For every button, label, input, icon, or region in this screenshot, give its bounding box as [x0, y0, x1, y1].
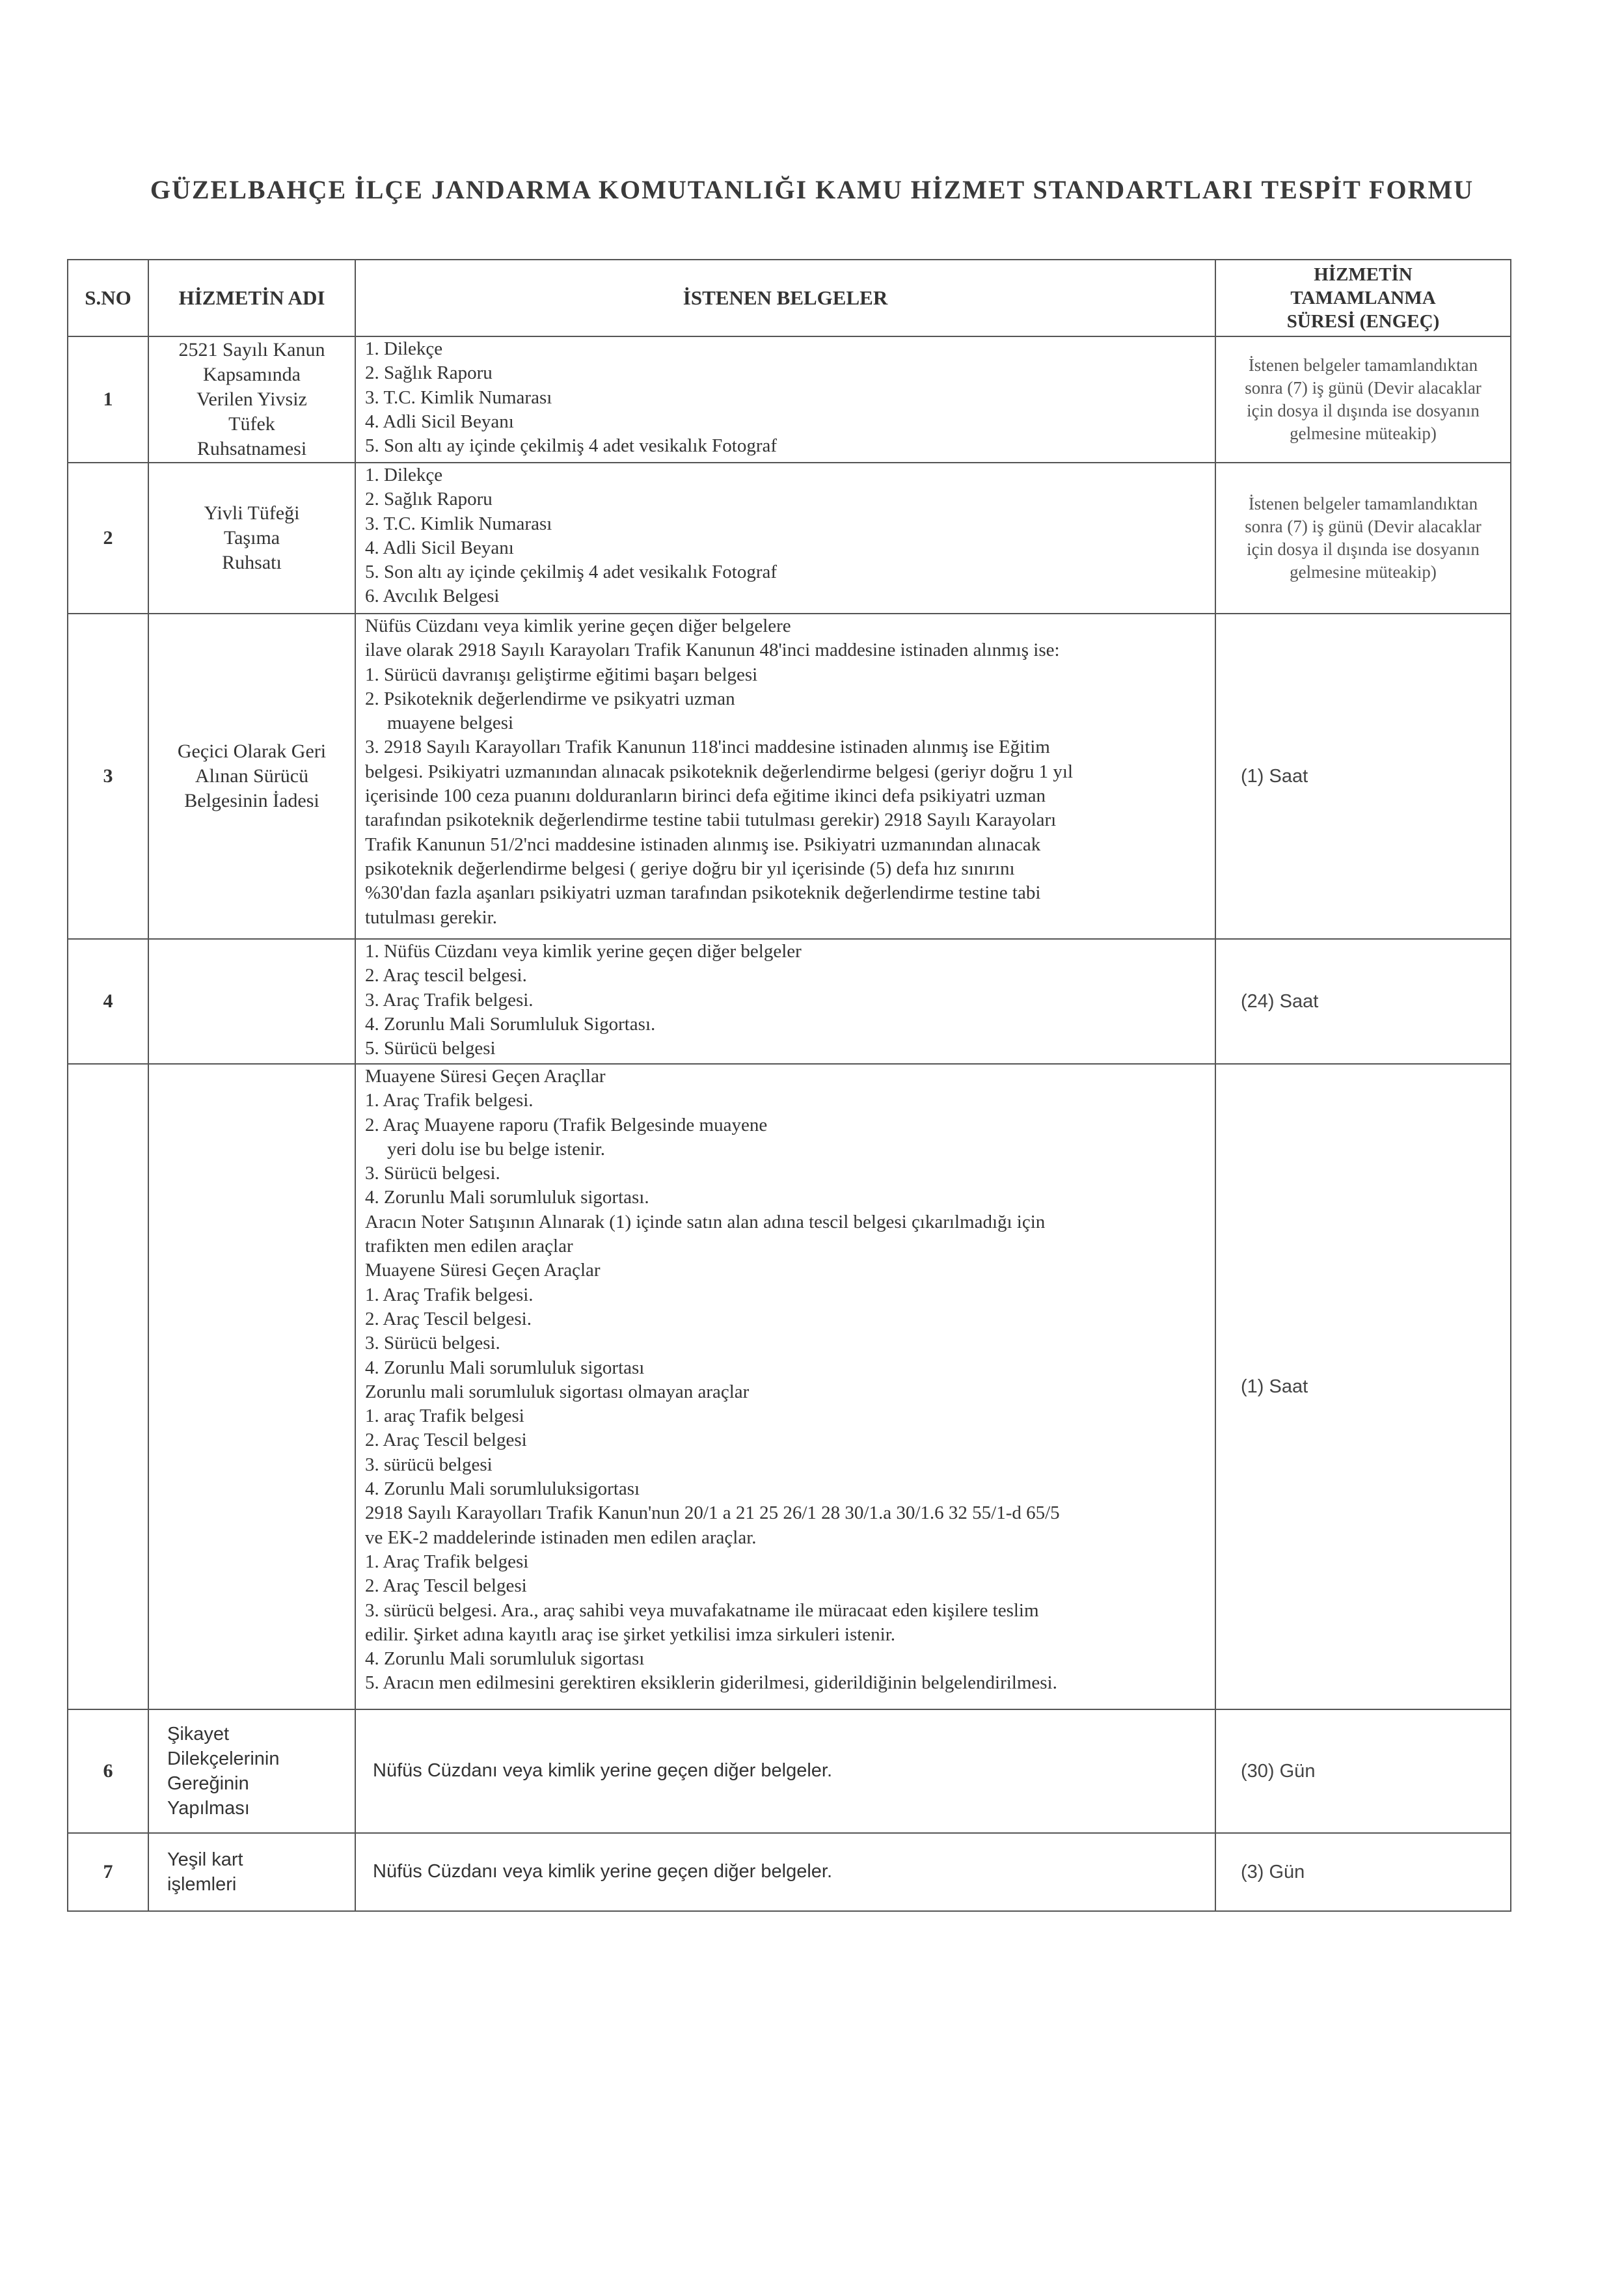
document-line: 5. Son altı ay içinde çekilmiş 4 adet vesikalık Fotograf: [365, 562, 778, 583]
completion-time-line: gelmesine müteakip): [1290, 424, 1437, 443]
completion-time-line: (3) Gün: [1241, 1861, 1305, 1882]
document-line: Nüfüs Cüzdanı veya kimlik yerine geçen diğer belgeler.: [373, 1760, 833, 1782]
completion-time-line: (24) Saat: [1241, 990, 1319, 1012]
document-line: 3. sürücü belgesi. Ara., araç sahibi veya muvafakatname ile müracaat eden kişilere teslim: [365, 1599, 1039, 1621]
service-name: [148, 1833, 355, 1911]
document-line: içerisinde 100 ceza puanını dolduranların birinci defa eğitime ikinci defa psikiyatri uzman: [365, 785, 1046, 807]
row-number: 2: [68, 463, 148, 614]
service-name-line: Yapılması: [167, 1798, 250, 1819]
document-line: 3. 2918 Sayılı Karayolları Trafik Kanunun 118'inci maddesine istinaden alınmış ise Eğitim: [365, 737, 1050, 758]
service-name-line: Ruhsatnamesi: [196, 438, 307, 459]
service-name: [148, 463, 355, 614]
header-completion-time: [1215, 260, 1511, 336]
row-number: 1: [68, 336, 148, 463]
header-completion-time-line3: SÜRESİ (ENGEÇ): [1286, 311, 1440, 332]
completion-time-line: sonra (7) iş günü (Devir alacaklar: [1245, 517, 1482, 536]
document-line: 2. Araç Tescil belgesi.: [365, 1308, 532, 1329]
completion-time: [1215, 939, 1511, 1064]
header-completion-time-line1: HİZMETİN: [1314, 264, 1413, 285]
document-line: 3. sürücü belgesi: [365, 1454, 493, 1475]
document-line: tarafından psikoteknik değerlendirme testine tabii tutulması gerekir) 2918 Sayılı Karayoları: [365, 809, 1057, 831]
document-line: 4. Zorunlu Mali sorumluluk sigortası: [365, 1357, 645, 1378]
service-name-line: Şikayet: [167, 1724, 230, 1745]
document-line: muayene belgesi: [387, 713, 514, 734]
row-number: [68, 1064, 148, 1709]
required-documents: [355, 1064, 1215, 1709]
completion-time-line: için dosya il dışında ise dosyanın: [1247, 401, 1480, 420]
document-line: ve EK-2 maddelerinde istinaden men edilen araçlar.: [365, 1527, 757, 1548]
completion-time-line: gelmesine müteakip): [1290, 562, 1437, 582]
service-name-line: Yivli Tüfeği: [204, 502, 300, 524]
completion-time-line: (30) Gün: [1241, 1760, 1316, 1782]
document-line: 2. Araç Tescil belgesi: [365, 1430, 527, 1451]
table-row: [68, 939, 1511, 1064]
document-line: Muayene Süresi Geçen Araçlar: [365, 1260, 601, 1281]
service-name-line: Taşıma: [223, 527, 280, 549]
header-sno: S.NO: [68, 260, 148, 336]
document-line: 4. Adli Sicil Beyanı: [365, 537, 514, 558]
header-completion-time-line2: TAMAMLANMA: [1290, 288, 1436, 308]
document-line: ilave olarak 2918 Sayılı Karayoları Trafik Kanunun 48'inci maddesine istinaden alınmış ise:: [365, 640, 1060, 661]
table-row: [68, 336, 1511, 463]
document-line: yeri dolu ise bu belge istenir.: [387, 1138, 606, 1160]
required-documents: [355, 939, 1215, 1064]
service-name: [148, 1064, 355, 1709]
document-line: 3. Araç Trafik belgesi.: [365, 989, 534, 1011]
row-number: 3: [68, 614, 148, 939]
service-name: [148, 939, 355, 1064]
document-line: 1. Araç Trafik belgesi.: [365, 1284, 534, 1305]
completion-time: [1215, 336, 1511, 463]
service-name-line: Gereğinin: [167, 1773, 249, 1794]
document-line: 5. Son altı ay içinde çekilmiş 4 adet vesikalık Fotograf: [365, 435, 778, 457]
service-name: [148, 336, 355, 463]
service-name-line: Dilekçelerinin: [167, 1748, 280, 1769]
document-title: GÜZELBAHÇE İLÇE JANDARMA KOMUTANLIĞI KAMU HİZMET STANDARTLARI TESPİT FORMU: [150, 175, 1474, 204]
document-line: 4. Adli Sicil Beyanı: [365, 411, 514, 432]
document-line: tutulması gerekir.: [365, 906, 497, 928]
completion-time: [1215, 1064, 1511, 1709]
completion-time-line: İstenen belgeler tamamlandıktan: [1248, 355, 1478, 375]
document-line: 3. Sürücü belgesi.: [365, 1163, 500, 1184]
document-line: 2. Psikoteknik değerlendirme ve psikyatri uzman: [365, 688, 735, 709]
service-name: [148, 1709, 355, 1833]
document-line: 5. Sürücü belgesi: [365, 1038, 496, 1059]
table-row: [68, 614, 1511, 939]
service-name-line: Geçici Olarak Geri: [177, 740, 327, 762]
row-number: 4: [68, 939, 148, 1064]
document-line: 4. Zorunlu Mali sorumluluk sigortası: [365, 1648, 645, 1670]
document-line: 1. Dilekçe: [365, 338, 443, 359]
document-line: 1. araç Trafik belgesi: [365, 1406, 524, 1427]
completion-time-line: için dosya il dışında ise dosyanın: [1247, 539, 1480, 559]
document-line: Aracın Noter Satışının Alınarak (1) içinde satın alan adına tescil belgesi çıkarılmadığı için: [365, 1211, 1046, 1232]
required-documents: [355, 1709, 1215, 1833]
table-row: [68, 1709, 1511, 1833]
document-line: 2. Sağlık Raporu: [365, 489, 493, 510]
required-documents: [355, 463, 1215, 614]
document-line: Zorunlu mali sorumluluk sigortası olmayan araçlar: [365, 1381, 750, 1402]
document-line: 3. T.C. Kimlik Numarası: [365, 387, 552, 408]
header-required-documents: İSTENEN BELGELER: [355, 260, 1215, 336]
document-line: 2. Araç tescil belgesi.: [365, 965, 527, 986]
table-row: [68, 463, 1511, 614]
completion-time-line: (1) Saat: [1241, 765, 1308, 787]
document-line: 2. Araç Tescil belgesi: [365, 1575, 527, 1597]
service-name-line: Yeşil kart: [167, 1849, 243, 1870]
completion-time-line: İstenen belgeler tamamlandıktan: [1248, 494, 1478, 513]
document-line: 3. Sürücü belgesi.: [365, 1333, 500, 1354]
completion-time: [1215, 614, 1511, 939]
completion-time: [1215, 1833, 1511, 1911]
document-line: 1. Nüfüs Cüzdanı veya kimlik yerine geçen diğer belgeler: [365, 941, 802, 962]
document-line: Trafik Kanunun 51/2'nci maddesine istinaden alınmış ise. Psikiyatri uzmanından alınacak: [365, 834, 1041, 855]
completion-time: [1215, 463, 1511, 614]
service-name-line: Belgesinin İadesi: [184, 790, 319, 811]
service-name-line: Tüfek: [228, 413, 275, 435]
document-line: 2. Sağlık Raporu: [365, 362, 493, 384]
document-line: 4. Zorunlu Mali Sorumluluk Sigortası.: [365, 1013, 656, 1035]
document-line: 6. Avcılık Belgesi: [365, 586, 500, 607]
document-line: 3. T.C. Kimlik Numarası: [365, 513, 552, 534]
service-name-line: Kapsamında: [203, 364, 301, 385]
document-line: psikoteknik değerlendirme belgesi ( geriye doğru bir yıl içerisinde (5) defa hız sınırını: [365, 858, 1015, 879]
document-line: 4. Zorunlu Mali sorumluluksigortası: [365, 1478, 640, 1500]
completion-time-line: sonra (7) iş günü (Devir alacaklar: [1245, 378, 1482, 398]
document-line: 1. Sürücü davranışı geliştirme eğitimi başarı belgesi: [365, 664, 758, 685]
completion-time-line: (1) Saat: [1241, 1376, 1308, 1397]
document-line: 1. Araç Trafik belgesi: [365, 1551, 529, 1572]
document-line: 2918 Sayılı Karayolları Trafik Kanun'nun 20/1 a 21 25 26/1 28 30/1.a 30/1.6 32 55/1-d 65/5: [365, 1502, 1060, 1524]
service-name-line: Ruhsatı: [222, 552, 282, 573]
required-documents: [355, 1833, 1215, 1911]
table-row: [68, 1833, 1511, 1911]
document-line: 4. Zorunlu Mali sorumluluk sigortası.: [365, 1187, 649, 1208]
row-number: 7: [68, 1833, 148, 1911]
document-line: trafikten men edilen araçlar: [365, 1236, 573, 1257]
table-row: [68, 1064, 1511, 1709]
document-line: Muayene Süresi Geçen Araçllar: [365, 1066, 606, 1087]
service-name: [148, 614, 355, 939]
document-line: 2. Araç Muayene raporu (Trafik Belgesinde muayene: [365, 1114, 768, 1135]
required-documents: [355, 614, 1215, 939]
service-name-line: işlemleri: [167, 1874, 237, 1895]
row-number: 6: [68, 1709, 148, 1833]
document-line: 1. Araç Trafik belgesi.: [365, 1090, 534, 1111]
service-name-line: 2521 Sayılı Kanun: [178, 339, 325, 360]
document-line: edilir. Şirket adına kayıtlı araç ise şirket yetkilisi imza sirkuleri istenir.: [365, 1623, 896, 1645]
required-documents: [355, 336, 1215, 463]
document-line: Nüfüs Cüzdanı veya kimlik yerine geçen diğer belgelere: [365, 616, 791, 636]
completion-time: [1215, 1709, 1511, 1833]
document-line: %30'dan fazla aşanları psikiyatri uzman tarafından psikoteknik değerlendirme testine tabi: [365, 882, 1041, 904]
document-line: 5. Aracın men edilmesini gerektiren eksiklerin giderilmesi, giderildiğinin belgelendirilmesi.: [365, 1672, 1057, 1694]
service-name-line: Alınan Sürücü: [195, 765, 309, 787]
document-line: 1. Dilekçe: [365, 465, 443, 485]
table-header-row: [68, 260, 1511, 336]
service-name-line: Verilen Yivsiz: [196, 388, 307, 410]
header-service-name: HİZMETİN ADI: [148, 260, 355, 336]
service-standards-table: [67, 259, 1511, 1912]
document-line: Nüfüs Cüzdanı veya kimlik yerine geçen diğer belgeler.: [373, 1861, 833, 1882]
document-line: belgesi. Psikiyatri uzmanından alınacak psikoteknik değerlendirme belgesi (geriyr doğru 1 yıl: [365, 761, 1074, 782]
